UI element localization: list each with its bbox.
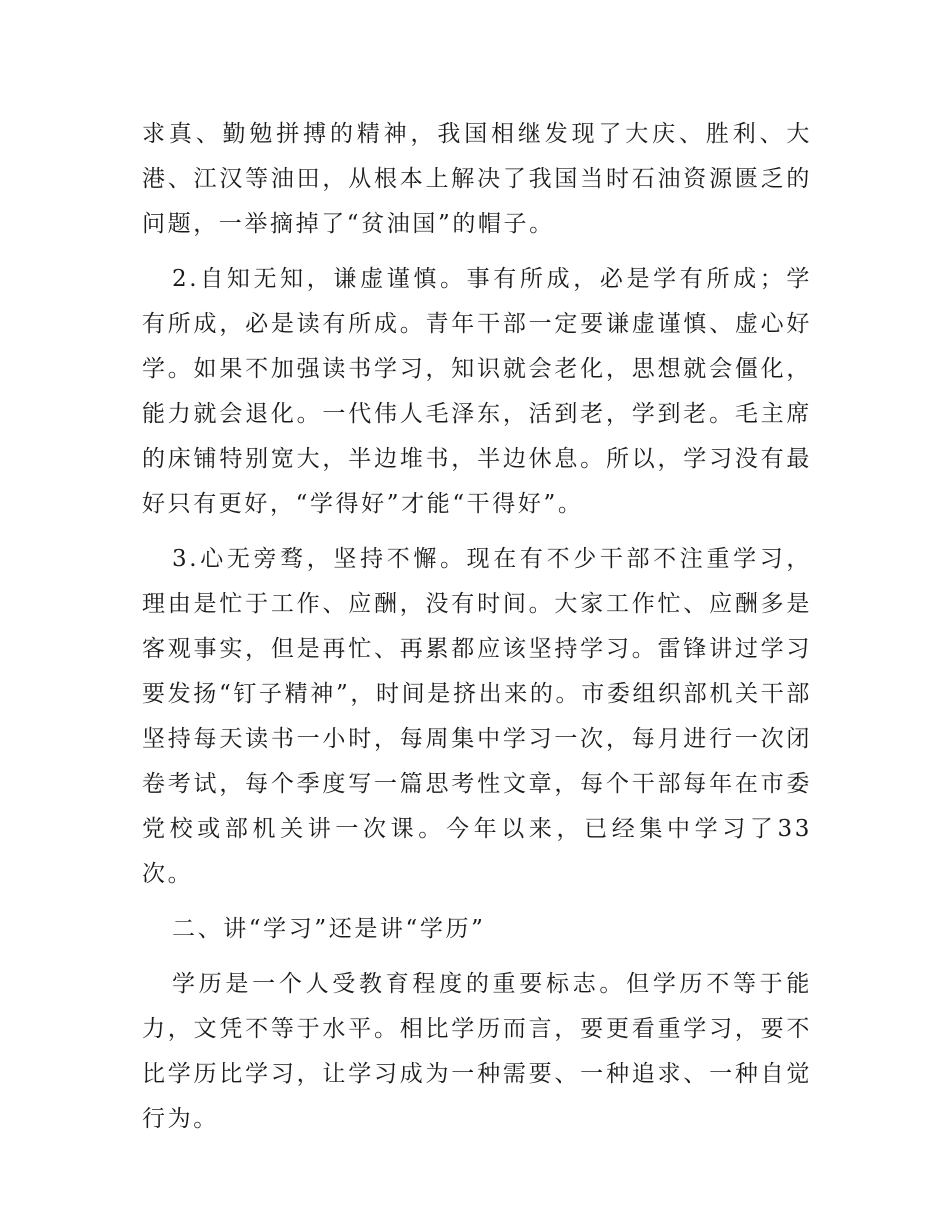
paragraph-point-2: 2.自知无知，谦虚谨慎。事有所成，必是学有所成；学有所成，必是读有所成。青年干部一定要谦虚谨慎、虚心好学。如果不加强读书学习，知识就会老化，思想就会僵化，能力就会退化。一代伟人毛泽东，活到老，学到老。毛主席的床铺特别宽大，半边堆书，半边休息。所以，学习没有最好只有更好，“学得好”才能“干得好”。 (142, 266, 812, 517)
document-body (142, 112, 812, 1152)
paragraph-section-2-body: 学历是一个人受教育程度的重要标志。但学历不等于能力，文凭不等于水平。相比学历而言，要更看重学习，要不比学历比学习，让学习成为一种需要、一种追求、一种自觉行为。 (142, 971, 812, 1132)
paragraph-point-3: 3.心无旁骛，坚持不懈。现在有不少干部不注重学习，理由是忙于工作、应酬，没有时间。大家工作忙、应酬多是客观事实，但是再忙、再累都应该坚持学习。雷锋讲过学习要发扬“钉子精神”，时间是挤出来的。市委组织部机关干部坚持每天读书一小时，每周集中学习一次，每月进行一次闭卷考试，每个季度写一篇思考性文章，每个干部每年在市委党校或部机关讲一次课。今年以来，已经集中学习了33次。 (142, 546, 812, 887)
section-heading-2: 二、讲“学习”还是讲“学历” (172, 916, 486, 942)
paragraph-continuation: 求真、勤勉拼搏的精神，我国相继发现了大庆、胜利、大港、江汉等油田，从根本上解决了我国当时石油资源匮乏的问题，一举摘掉了“贫油国”的帽子。 (142, 121, 812, 237)
